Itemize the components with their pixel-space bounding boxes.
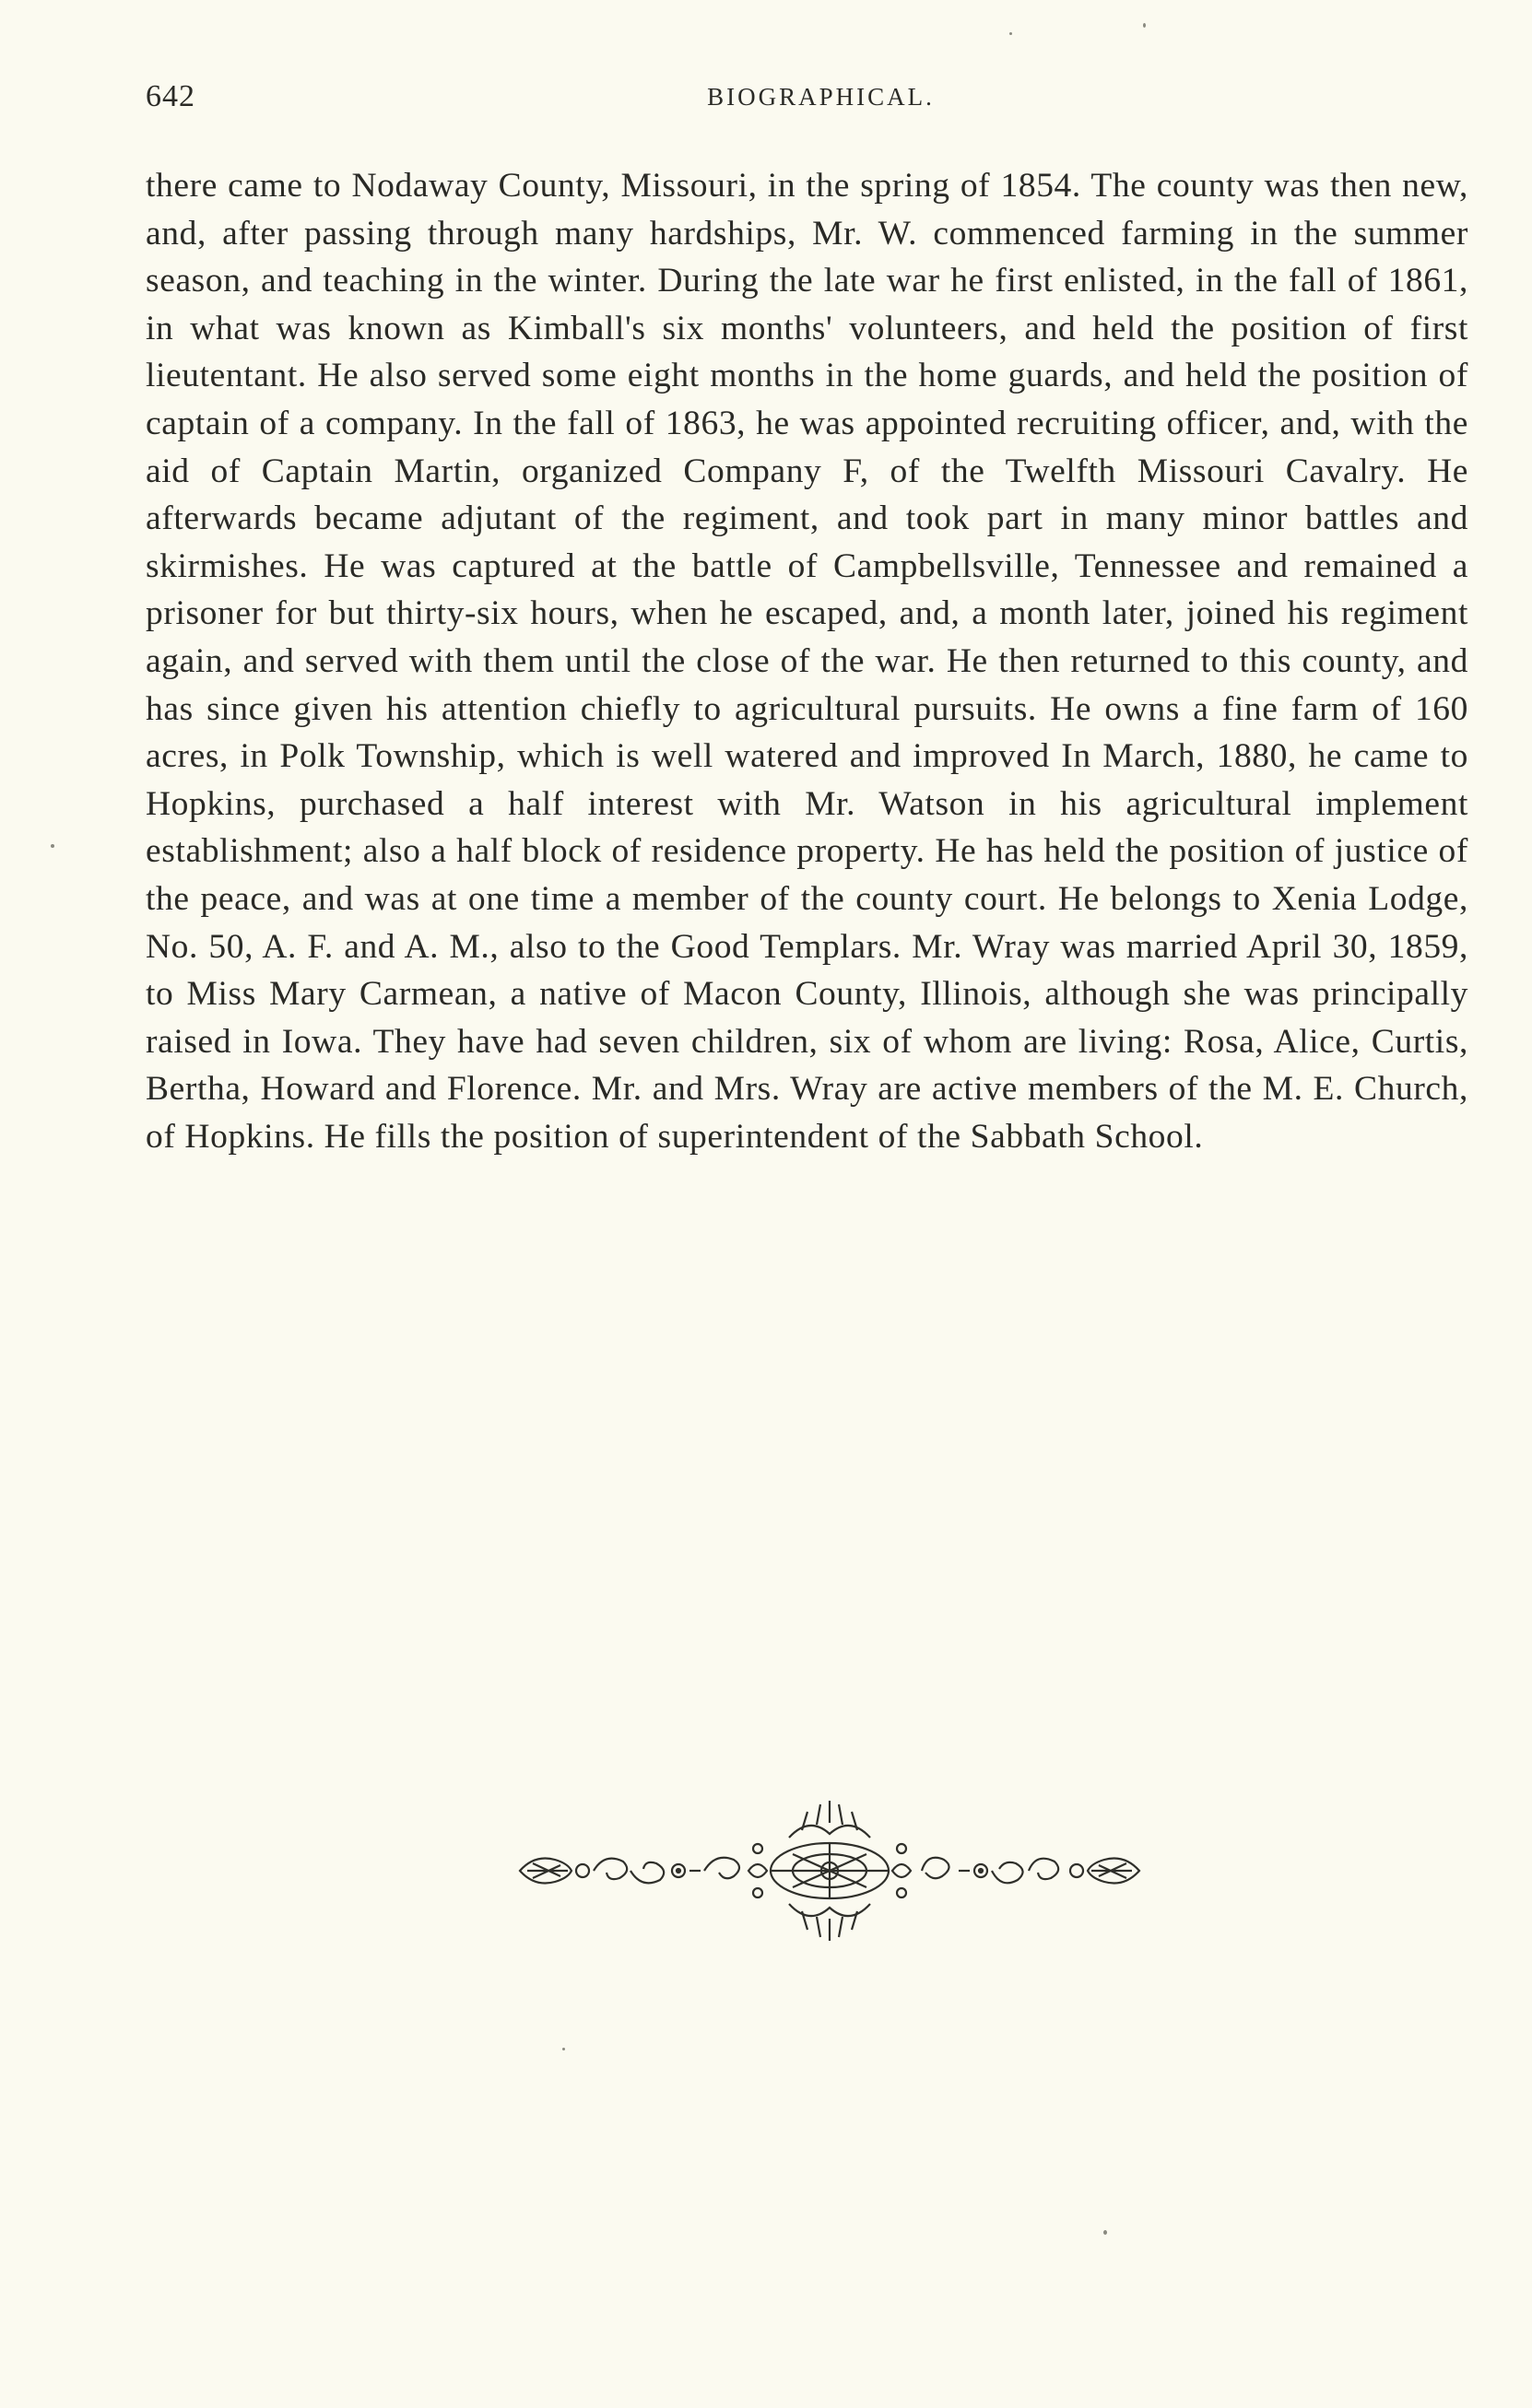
paper-speck <box>1009 32 1012 35</box>
page-number: 642 <box>146 79 195 113</box>
ornamental-tailpiece-icon <box>516 1797 1143 1944</box>
paper-speck <box>51 844 54 848</box>
paper-speck <box>562 2048 565 2050</box>
page-header <box>146 79 1468 125</box>
running-head: BIOGRAPHICAL. <box>707 83 935 111</box>
biography-paragraph: there came to Nodaway County, Missouri, in the spring of 1854. The county was then new, and, after passing through many hardships, Mr. W. commenced farming in the summer season, and teaching in the winter. During the late war he first enlisted, in the fall of 1861, in what was known as Kimball's six months' volunteers, and held the position of first lieutentant. He also served some eight months in the home guards, and held the position of captain of a company. In the fall of 1863, he was appointed recruiting officer, and, with the aid of Captain Martin, organized Company F, of the Twelfth Missouri Cavalry. He afterwards became adjutant of the regiment, and took part in many minor battles and skirmishes. He was captured at the battle of Campbellsville, Tennessee and remained a prisoner for but thirty-six hours, when he escaped, and, a month later, joined his regiment again, and served with them until the close of the war. He then returned to this county, and has since given his attention chiefly to agricultural pursuits. He owns a fine farm of 160 acres, in Polk Township, which is well watered and improved In March, 1880, he came to Hopkins, purchased a half interest with Mr. Watson in his agricultural implement establishment; also a half block of residence property. He has held the position of justice of the peace, and was at one time a member of the county court. He belongs to Xenia Lodge, No. 50, A. F. and A. M., also to the Good Templars. Mr. Wray was married April 30, 1859, to Miss Mary Carmean, a native of Macon County, Illinois, although she was principally raised in Iowa. They have had seven children, six of whom are living: Rosa, Alice, Curtis, Bertha, Howard and Florence. Mr. and Mrs. Wray are active members of the M. E. Church, of Hopkins. He fills the position of superintendent of the Sabbath School. <box>146 167 1468 1156</box>
paper-speck <box>1103 2230 1107 2235</box>
paper-speck <box>1143 23 1146 28</box>
